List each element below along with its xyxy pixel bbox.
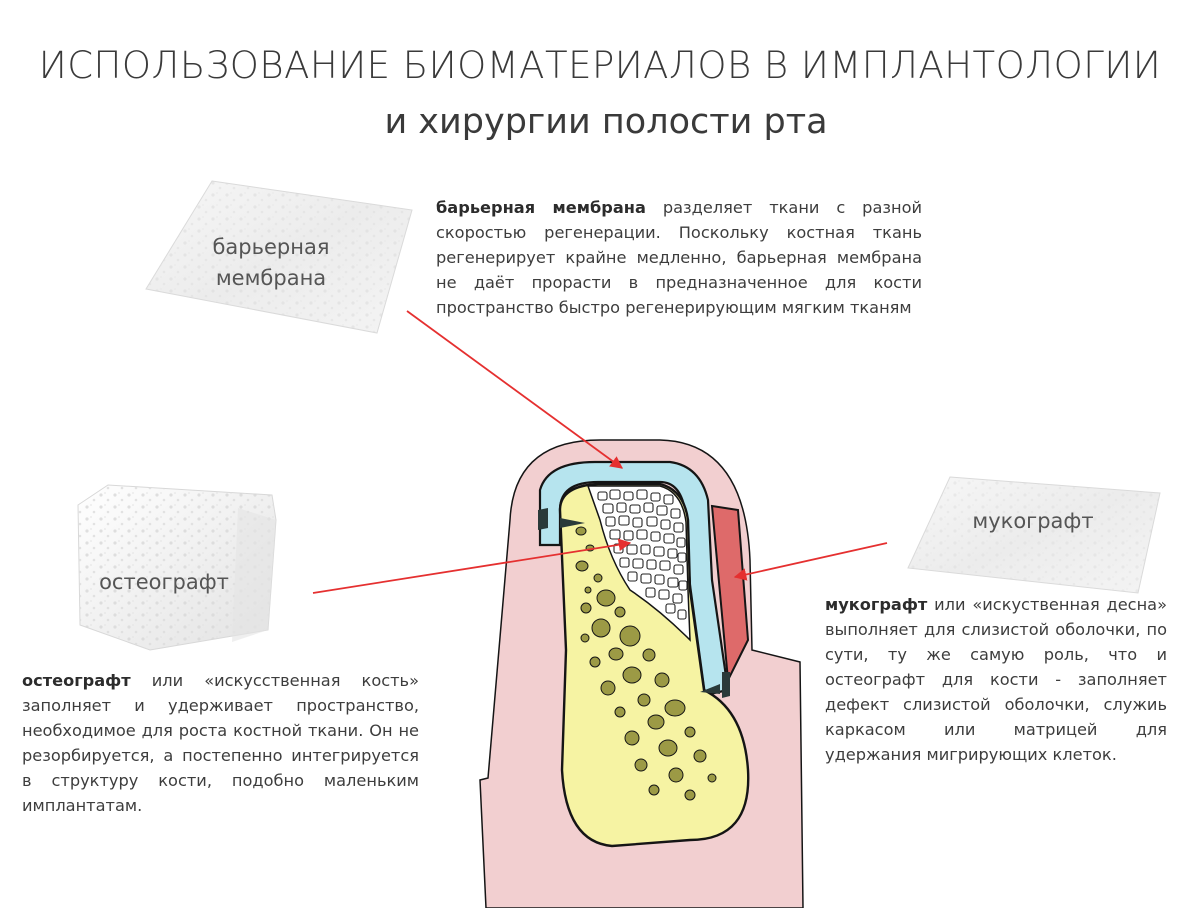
membrane-image-label — [196, 232, 346, 294]
mucograft-arrow — [735, 543, 887, 577]
jaw-cross-section-diagram — [480, 440, 803, 908]
page-title: ИСПОЛЬЗОВАНИЕ БИОМАТЕРИАЛОВ В ИМПЛАНТОЛОГИИ — [38, 44, 1162, 87]
membrane-term: барьерная мембрана — [436, 198, 646, 217]
membrane-label-line2: мембрана — [215, 266, 327, 290]
osteograft-image-label: остеографт — [99, 570, 229, 594]
membrane-arrow — [407, 311, 622, 468]
membrane-label-line1: барьерная — [212, 235, 330, 259]
page-subtitle: и хирургии полости рта — [384, 102, 828, 142]
mucograft-term: мукографт — [825, 595, 928, 614]
mucograft-description — [825, 592, 1167, 767]
membrane-description — [436, 195, 922, 320]
osteograft-text: или «искусственная кость» заполняет и удерживает пространство, необходимое для роста костной ткани. Он не резорбируется, а постепенно интегрируется в структуру кости, подобно маленьким имплантатам. — [22, 671, 419, 815]
mucograft-text: или «искуственная десна» выполняет для слизистой оболочки, по сути, ту же самую роль, что и остеографт для кости - заполняет дефект слизистой оболочки, служиь каркасом или матрицей для удержания мигрирующих клеток. — [825, 595, 1167, 764]
osteograft-term: остеографт — [22, 671, 131, 690]
osteograft-description — [22, 668, 419, 818]
mucograft-image-label: мукографт — [972, 509, 1094, 533]
mucograft-sample-image — [908, 477, 1160, 593]
osteograft-sample-image — [78, 485, 276, 650]
membrane-text: разделяет ткани с разной скоростью регенерации. Поскольку костная ткань регенерирует крайне медленно, барьерная мембрана не даёт прорасти в предназначенное для кости пространство быстро регенерирующим мягким тканям — [436, 198, 922, 317]
